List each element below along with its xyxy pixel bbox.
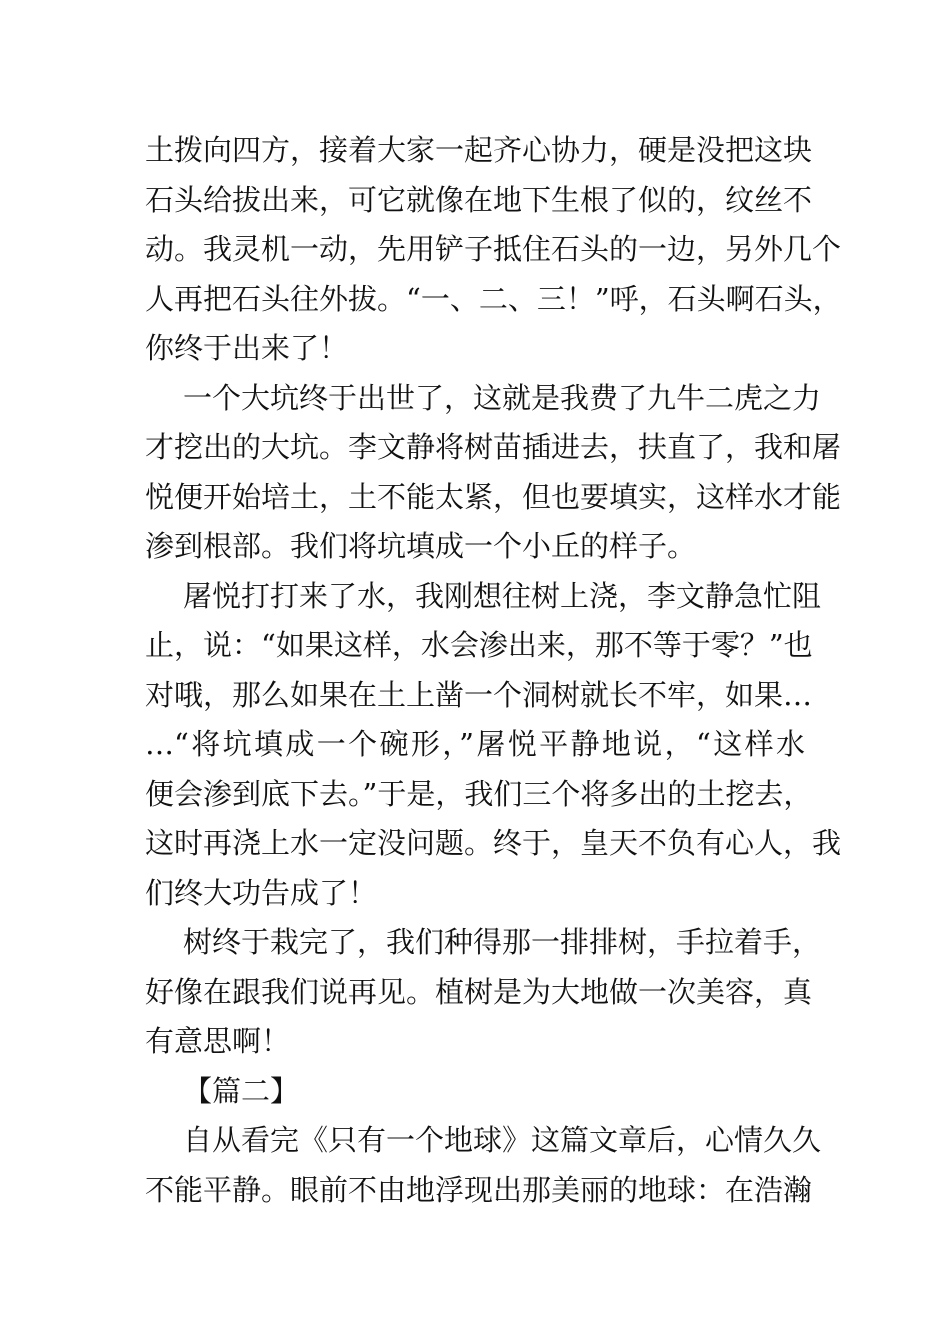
text-line: 人再把石头往外拔。“一、二、三！”呼，石头啊石头， xyxy=(145,281,842,316)
document-body xyxy=(145,126,842,1215)
text-line: 土拨向四方，接着大家一起齐心协力，硬是没把这块 xyxy=(145,133,813,167)
text-line: 悦便开始培土，土不能太紧，但也要填实，这样水才能 xyxy=(145,479,842,514)
text-line: 便会渗到底下去。”于是，我们三个将多出的土挖去， xyxy=(145,776,813,811)
text-line: 一个大坑终于出世了，这就是我费了九牛二虎之力 xyxy=(183,380,822,415)
text-line: 屠悦打打来了水，我刚想往树上浇，李文静急忙阻 xyxy=(183,578,822,613)
text-line: 止，说：“如果这样，水会渗出来，那不等于零？”也 xyxy=(145,628,813,662)
text-line: 石头给拔出来，可它就像在地下生根了似的，纹丝不 xyxy=(145,182,813,217)
text-line: 渗到根部。我们将坑填成一个小丘的样子。 xyxy=(145,529,697,563)
text-line: 自从看完《只有一个地球》这篇文章后，心情久久 xyxy=(183,1123,822,1157)
text-line: 好像在跟我们说再见。植树是为大地做一次美容，真 xyxy=(145,974,813,1009)
text-line: 们终大功告成了！ xyxy=(145,875,378,910)
text-line: 对哦，那么如果在土上凿一个洞树就长不牢，如果… xyxy=(145,677,813,712)
text-line: 才挖出的大坑。李文静将树苗插进去，扶直了，我和屠 xyxy=(145,430,842,464)
text-line: 这时再浇上水一定没问题。终于，皇天不负有心人，我 xyxy=(145,826,842,860)
text-line: 树终于栽完了，我们种得那一排排树，手拉着手， xyxy=(183,925,822,959)
text-line: …“将坑填成一个碗形，”屠悦平静地说，“这样水 xyxy=(145,727,805,761)
text-line: 你终于出来了！ xyxy=(145,331,349,365)
section-heading: 【篇二】 xyxy=(183,1073,300,1108)
text-line: 有意思啊！ xyxy=(145,1024,291,1058)
text-line: 不能平静。眼前不由地浮现出那美丽的地球：在浩瀚 xyxy=(145,1172,813,1207)
text-line: 动。我灵机一动，先用铲子抵住石头的一边，另外几个 xyxy=(145,232,842,266)
